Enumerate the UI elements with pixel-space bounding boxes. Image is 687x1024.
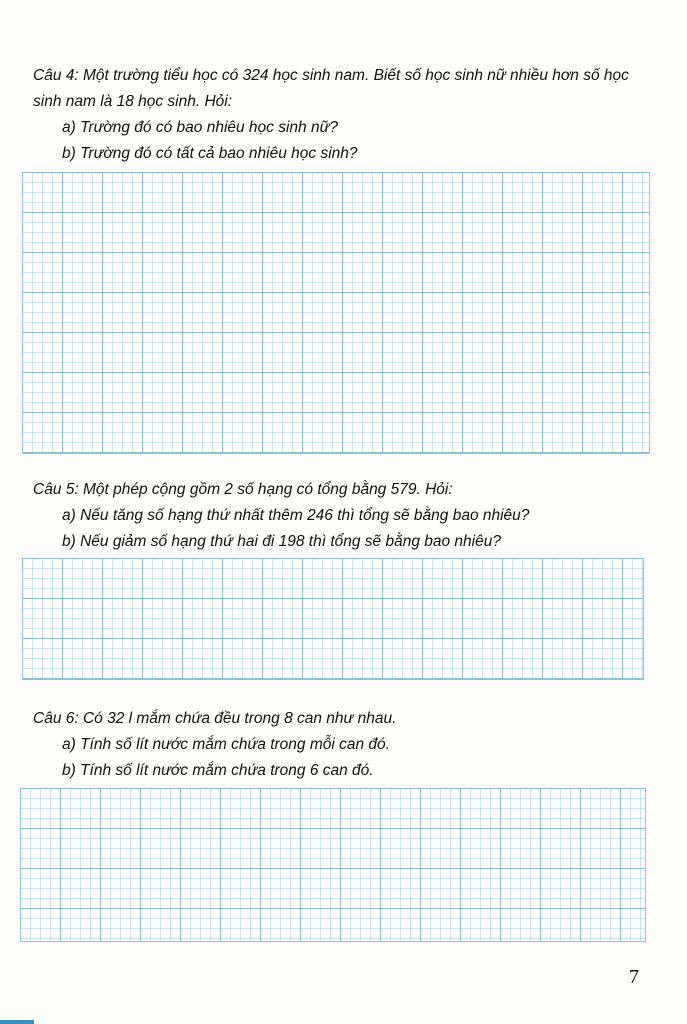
question-5-part-b: b) Nếu giảm số hạng thứ hai đi 198 thì tổng sẽ bằng bao nhiêu? [62,533,501,550]
answer-grid-question-6[interactable] [20,788,646,942]
question-6-part-a: a) Tính số lít nước mắm chứa trong mỗi can đó. [62,736,390,753]
question-5-stem: Câu 5: Một phép cộng gồm 2 số hạng có tổng bằng 579. Hỏi: [33,481,453,498]
page-number: 7 [629,966,639,988]
question-4-part-a: a) Trường đó có bao nhiêu học sinh nữ? [62,119,339,136]
question-6-part-b: b) Tính số lít nước mắm chứa trong 6 can đó. [62,762,374,779]
answer-grid-question-4[interactable] [22,172,650,454]
answer-grid-question-5[interactable] [22,558,644,680]
question-4-stem-line-2: sinh nam là 18 học sinh. Hỏi: [33,93,233,110]
question-4-part-b: b) Trường đó có tất cả bao nhiêu học sinh? [62,145,358,162]
page-edge-mark [0,1020,687,1024]
question-4-stem-line-1: Câu 4: Một trường tiểu học có 324 học sinh nam. Biết số học sinh nữ nhiều hơn số học [33,67,629,84]
question-5-part-a: a) Nếu tăng số hạng thứ nhất thêm 246 thì tổng sẽ bằng bao nhiêu? [62,507,530,524]
question-6-stem: Câu 6: Có 32 l mắm chứa đều trong 8 can như nhau. [33,710,397,727]
